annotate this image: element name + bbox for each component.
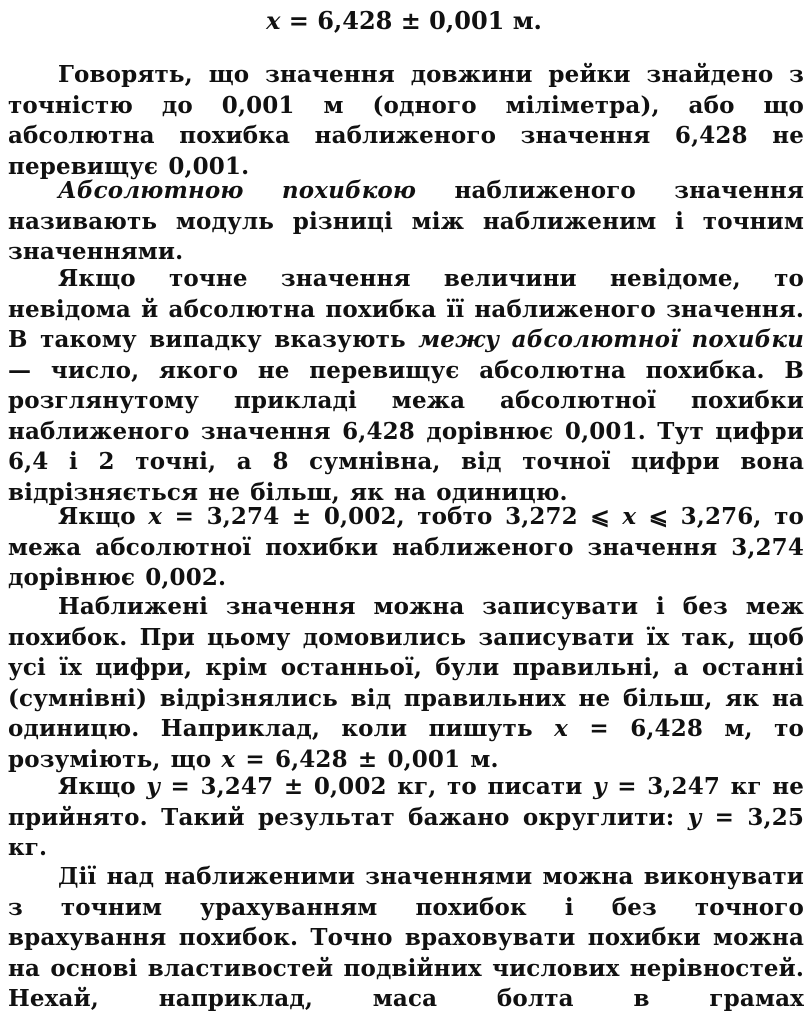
paragraph-operations bbox=[8, 862, 804, 1015]
variable-y: y bbox=[687, 803, 702, 831]
paragraph-rounding-example bbox=[8, 772, 804, 864]
error-bound-text-1: Якщо точне значення величини невідоме, то невідома й абсолютна похибка її наближеного значення. В такому випадку вказують bbox=[8, 265, 804, 353]
rounding-text-3: = 3,247 кг не прийнято. Такий результат бажано округлити: bbox=[8, 773, 804, 831]
definition-text: наближеного значення називають модуль різниці між наближеним і точним значеннями. bbox=[8, 177, 804, 265]
paragraph-precision-text: Говорять, що значення довжини рейки знайдено з точністю до 0,001 м (одного міліметра), або що абсолютна похибка наближеного значення 6,428 не перевищує 0,001. bbox=[8, 61, 804, 180]
example-text-2: = 3,274 ± 0,002, тобто 3,272 ⩽ bbox=[162, 503, 623, 530]
convention-text-3: = 6,428 ± 0,001 м. bbox=[235, 745, 499, 773]
variable-x: x bbox=[221, 745, 236, 773]
paragraph-error-bound bbox=[8, 264, 804, 508]
term-absolute-error: Абсолютною похибкою bbox=[58, 177, 417, 204]
formula-expression: = 6,428 ± 0,001 м. bbox=[280, 6, 542, 35]
rounding-text-1: Якщо bbox=[58, 773, 147, 800]
rounding-text-4: = 3,25 кг. bbox=[8, 803, 805, 861]
paragraph-writing-convention bbox=[8, 592, 804, 775]
formula-variable: x bbox=[266, 6, 281, 35]
example-text-1: Якщо bbox=[58, 503, 149, 530]
operations-text: Дії над наближеними значеннями можна виконувати з точним урахуванням похибок і без точного врахування похибок. Точно враховувати похибки можна на основі властивостей подвійних числових нерівностей. Нехай, наприклад, маса болта в грамах bbox=[8, 863, 804, 1012]
paragraph-precision bbox=[8, 60, 804, 182]
convention-text-1: Наближені значення можна записувати і без меж похибок. При цьому домовились записувати їх так, щоб усі їх цифри, крім останньої, були правильні, а останні (сумнівні) відрізнялись від правильних не більш, як на одиницю. Наприклад, коли пишуть bbox=[8, 593, 804, 742]
variable-x: x bbox=[622, 503, 637, 530]
rounding-text-2: = 3,247 ± 0,002 кг, то писати bbox=[159, 773, 594, 800]
variable-y: y bbox=[593, 773, 607, 800]
variable-y: y bbox=[146, 773, 160, 800]
paragraph-absolute-error-definition bbox=[8, 176, 804, 268]
paragraph-example-interval bbox=[8, 502, 804, 594]
error-bound-text-2: — число, якого не перевищує абсолютна похибка. В розглянутому прикладі межа абсолютної похибки наближеного значення 6,428 дорівнює 0,001. Тут цифри 6,4 і 2 точні, а 8 сумнівна, від точної цифри вона відрізняється не більш, як на одиницю. bbox=[8, 356, 804, 506]
example-text-3: ⩽ 3,276, то межа абсолютної похибки наближеного значення 3,274 дорівнює 0,002. bbox=[8, 503, 804, 591]
top-formula bbox=[0, 4, 808, 38]
variable-x: x bbox=[554, 715, 568, 742]
variable-x: x bbox=[148, 503, 163, 530]
convention-text-2: = 6,428 м, то розуміють, що bbox=[8, 715, 804, 773]
term-error-bound: межу абсолютної похибки bbox=[418, 326, 804, 353]
